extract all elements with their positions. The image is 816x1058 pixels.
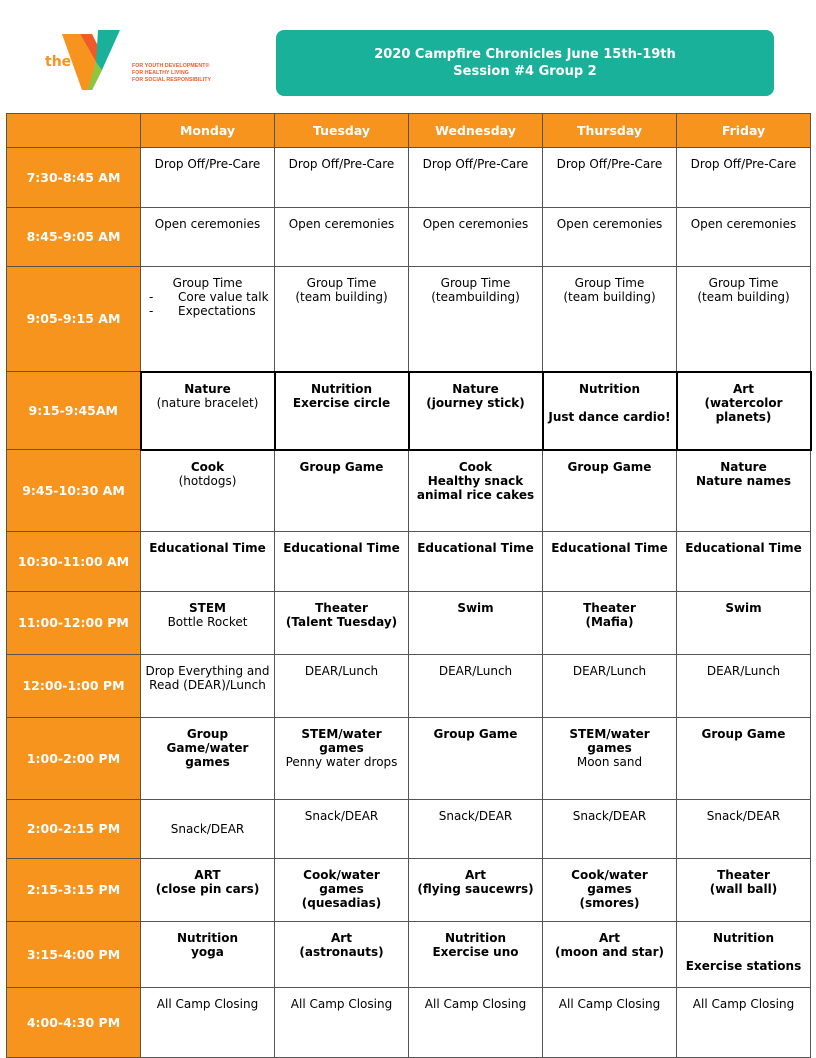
activity-title: (Mafia) — [585, 615, 634, 629]
schedule-row — [7, 592, 811, 655]
time-slot-label: 2:00-2:15 PM — [7, 800, 141, 859]
activity-title: Group Game/water games — [166, 727, 249, 769]
activity-detail: Snack/DEAR — [438, 809, 513, 823]
activity-cell — [677, 148, 811, 208]
day-header-monday: Monday — [141, 114, 275, 148]
activity-cell — [275, 372, 409, 450]
spacer — [681, 945, 806, 959]
ymca-logo — [40, 30, 230, 94]
time-slot-label: 9:15-9:45AM — [7, 372, 141, 450]
activity-detail: (nature bracelet) — [156, 395, 259, 410]
activity-title: Cook — [190, 459, 225, 474]
activity-title: Educational Time — [551, 541, 668, 555]
tagline-social: FOR SOCIAL RESPONSIBILITY — [132, 77, 212, 83]
activity-title: Nutrition — [445, 931, 506, 945]
activity-cell — [141, 718, 275, 800]
activity-cell — [543, 208, 677, 267]
activity-detail: All Camp Closing — [692, 997, 795, 1011]
activity-cell — [543, 859, 677, 922]
activity-cell — [543, 718, 677, 800]
header-row — [7, 114, 811, 148]
activity-title: Swim — [457, 601, 494, 615]
title-banner — [276, 30, 774, 96]
activity-detail: Group Time — [574, 276, 645, 290]
activity-title: Exercise uno — [432, 945, 519, 959]
activity-cell — [543, 988, 677, 1058]
schedule-row — [7, 800, 811, 859]
schedule-body — [7, 148, 811, 1058]
activity-title: Exercise stations — [685, 959, 802, 973]
activity-detail: Drop Off/Pre-Care — [422, 157, 529, 171]
activity-cell — [409, 859, 543, 922]
activity-cell — [275, 655, 409, 718]
activity-cell — [141, 655, 275, 718]
activity-title: STEM/water games — [569, 727, 650, 755]
time-slot-label: 9:05-9:15 AM — [7, 267, 141, 372]
time-slot-label: 9:45-10:30 AM — [7, 450, 141, 532]
activity-detail: (team building) — [697, 290, 790, 304]
logo-taglines — [132, 63, 211, 84]
activity-detail: (team building) — [563, 290, 656, 304]
activity-cell — [409, 800, 543, 859]
activity-cell — [409, 267, 543, 372]
logo-ymca-text: YMCA — [108, 76, 120, 89]
activity-cell — [677, 208, 811, 267]
day-header-friday: Friday — [677, 114, 811, 148]
activity-title: (journey stick) — [426, 395, 525, 410]
activity-title: (quesadias) — [301, 896, 382, 910]
schedule-table — [6, 113, 812, 1058]
activity-cell — [275, 592, 409, 655]
activity-cell — [275, 922, 409, 988]
title-line-2: Session #4 Group 2 — [453, 64, 597, 79]
activity-title: Nutrition — [177, 931, 238, 945]
activity-cell — [409, 592, 543, 655]
activity-cell — [275, 148, 409, 208]
activity-detail: Bottle Rocket — [167, 615, 248, 629]
activity-cell — [141, 208, 275, 267]
activity-cell — [677, 859, 811, 922]
activity-title: Educational Time — [283, 541, 400, 555]
activity-cell — [141, 532, 275, 592]
bullet-item: - Expectations — [149, 304, 270, 318]
schedule-row — [7, 718, 811, 800]
activity-detail: DEAR/Lunch — [304, 664, 379, 678]
activity-cell — [141, 922, 275, 988]
time-slot-label: 4:00-4:30 PM — [7, 988, 141, 1058]
activity-title: Group Game — [701, 727, 786, 741]
time-slot-label: 10:30-11:00 AM — [7, 532, 141, 592]
activity-cell — [409, 655, 543, 718]
bullet-item: - Core value talk — [149, 290, 270, 304]
activity-title: Just dance cardio! — [548, 409, 671, 424]
activity-cell — [677, 450, 811, 532]
schedule-row — [7, 532, 811, 592]
activity-title: (smores) — [579, 896, 640, 910]
activity-title: Swim — [725, 601, 762, 615]
day-header-tuesday: Tuesday — [275, 114, 409, 148]
activity-title: Art — [599, 931, 620, 945]
activity-detail: Open ceremonies — [690, 217, 797, 231]
title-line-1: 2020 Campfire Chronicles June 15th-19th — [374, 47, 676, 62]
activity-cell — [275, 859, 409, 922]
activity-title: Nature — [452, 381, 499, 396]
activity-cell — [275, 267, 409, 372]
activity-detail: Drop Off/Pre-Care — [556, 157, 663, 171]
activity-cell — [543, 592, 677, 655]
activity-title: Theater — [717, 868, 770, 882]
schedule-row — [7, 148, 811, 208]
schedule-row — [7, 267, 811, 372]
activity-detail: All Camp Closing — [290, 997, 393, 1011]
activity-cell — [141, 148, 275, 208]
activity-detail: Open ceremonies — [288, 217, 395, 231]
activity-detail: Drop Off/Pre-Care — [288, 157, 395, 171]
activity-cell — [409, 718, 543, 800]
schedule-row — [7, 450, 811, 532]
activity-detail: (team building) — [295, 290, 388, 304]
activity-cell — [409, 988, 543, 1058]
activity-detail: All Camp Closing — [558, 997, 661, 1011]
time-slot-label: 12:00-1:00 PM — [7, 655, 141, 718]
activity-cell — [677, 592, 811, 655]
time-slot-label: 11:00-12:00 PM — [7, 592, 141, 655]
activity-title: Educational Time — [685, 541, 802, 555]
activity-cell — [409, 532, 543, 592]
activity-cell — [543, 148, 677, 208]
activity-detail: Group Time — [708, 276, 779, 290]
activity-cell — [677, 267, 811, 372]
activity-cell — [543, 800, 677, 859]
activity-detail: DEAR/Lunch — [572, 664, 647, 678]
activity-detail: Drop Off/Pre-Care — [154, 157, 261, 171]
activity-detail: Group Time — [440, 276, 511, 290]
activity-detail: Group Time — [306, 276, 377, 290]
activity-detail: Open ceremonies — [422, 217, 529, 231]
activity-title: STEM — [189, 601, 226, 615]
schedule-row — [7, 859, 811, 922]
tagline-healthy: FOR HEALTHY LIVING — [132, 70, 189, 76]
activity-cell — [677, 532, 811, 592]
activity-cell — [677, 372, 811, 450]
activity-title: Group Game — [433, 727, 518, 741]
time-slot-label: 2:15-3:15 PM — [7, 859, 141, 922]
activity-title: (watercolor planets) — [704, 395, 783, 424]
activity-cell — [141, 372, 275, 450]
activity-title: Art — [465, 868, 486, 882]
header-corner — [7, 114, 141, 148]
activity-cell — [543, 532, 677, 592]
ymca-y-mark-icon — [62, 30, 132, 92]
activity-cell — [275, 532, 409, 592]
activity-cell — [677, 922, 811, 988]
activity-cell — [275, 450, 409, 532]
schedule-row — [7, 372, 811, 450]
activity-cell — [543, 372, 677, 450]
day-header-thursday: Thursday — [543, 114, 677, 148]
activity-title: STEM/water games — [301, 727, 382, 755]
activity-cell — [409, 450, 543, 532]
activity-detail: Snack/DEAR — [706, 809, 781, 823]
activity-cell — [275, 718, 409, 800]
activity-cell — [677, 988, 811, 1058]
activity-detail: Open ceremonies — [154, 217, 261, 231]
spacer — [548, 396, 672, 410]
schedule-row — [7, 988, 811, 1058]
day-header-wednesday: Wednesday — [409, 114, 543, 148]
activity-title: Educational Time — [417, 541, 534, 555]
activity-cell — [141, 267, 275, 372]
activity-title: Nutrition — [311, 381, 372, 396]
schedule-row — [7, 208, 811, 267]
activity-cell — [409, 372, 543, 450]
activity-detail: Drop Off/Pre-Care — [690, 157, 797, 171]
activity-cell — [275, 208, 409, 267]
activity-detail: Moon sand — [576, 755, 643, 769]
activity-cell — [141, 450, 275, 532]
activity-cell — [275, 988, 409, 1058]
activity-title: Cook/water games — [303, 868, 380, 896]
activity-title: ART — [194, 868, 221, 882]
activity-title: (close pin cars) — [155, 882, 260, 896]
activity-title: (flying saucewrs) — [417, 882, 534, 896]
activity-detail: Snack/DEAR — [170, 822, 245, 836]
activity-title: Educational Time — [149, 541, 266, 555]
activity-title: Nature — [184, 381, 231, 396]
schedule-row — [7, 922, 811, 988]
time-slot-label: 1:00-2:00 PM — [7, 718, 141, 800]
activity-cell — [677, 655, 811, 718]
activity-cell — [141, 800, 275, 859]
activity-title: (astronauts) — [299, 945, 384, 959]
activity-title: (moon and star) — [555, 945, 664, 959]
activity-detail: DEAR/Lunch — [706, 664, 781, 678]
activity-detail: Drop Everything and Read (DEAR)/Lunch — [145, 664, 270, 692]
time-slot-label: 8:45-9:05 AM — [7, 208, 141, 267]
activity-detail: Open ceremonies — [556, 217, 663, 231]
activity-title: Cook/water games — [571, 868, 648, 896]
logo-the-text: the — [45, 54, 72, 70]
activity-cell — [409, 922, 543, 988]
activity-title: (wall ball) — [709, 882, 778, 896]
activity-cell — [141, 988, 275, 1058]
activity-cell — [409, 148, 543, 208]
activity-detail: Penny water drops — [285, 755, 398, 769]
activity-title: Nutrition — [579, 381, 640, 396]
activity-title: Theater — [315, 601, 368, 615]
activity-detail: Snack/DEAR — [572, 809, 647, 823]
activity-detail: Group Time — [172, 276, 243, 290]
activity-detail: All Camp Closing — [156, 997, 259, 1011]
activity-title: Art — [733, 381, 754, 396]
activity-title: Exercise circle — [292, 395, 391, 410]
activity-cell — [677, 800, 811, 859]
bullet-list — [145, 290, 270, 318]
activity-title: Group Game — [299, 459, 384, 474]
time-slot-label: 7:30-8:45 AM — [7, 148, 141, 208]
activity-title: Nutrition — [713, 931, 774, 945]
activity-cell — [141, 859, 275, 922]
activity-cell — [141, 592, 275, 655]
activity-cell — [275, 800, 409, 859]
activity-title: Group Game — [567, 459, 652, 474]
activity-cell — [543, 922, 677, 988]
schedule-row — [7, 655, 811, 718]
activity-cell — [677, 718, 811, 800]
activity-cell — [409, 208, 543, 267]
activity-title: Healthy snack animal rice cakes — [416, 473, 535, 502]
time-slot-label: 3:15-4:00 PM — [7, 922, 141, 988]
activity-title: Cook — [458, 459, 493, 474]
activity-title: yoga — [191, 945, 224, 959]
activity-cell — [543, 450, 677, 532]
activity-title: (Talent Tuesday) — [285, 615, 398, 629]
tagline-youth: FOR YOUTH DEVELOPMENT® — [132, 63, 210, 69]
activity-detail: DEAR/Lunch — [438, 664, 513, 678]
activity-title: Nature names — [695, 473, 792, 488]
activity-detail: Snack/DEAR — [304, 809, 379, 823]
activity-title: Theater — [583, 601, 636, 615]
activity-title: Nature — [720, 459, 767, 474]
activity-detail: (hotdogs) — [178, 473, 237, 488]
activity-cell — [543, 655, 677, 718]
activity-cell — [543, 267, 677, 372]
activity-detail: All Camp Closing — [424, 997, 527, 1011]
activity-title: Art — [331, 931, 352, 945]
activity-detail: (teambuilding) — [431, 290, 520, 304]
